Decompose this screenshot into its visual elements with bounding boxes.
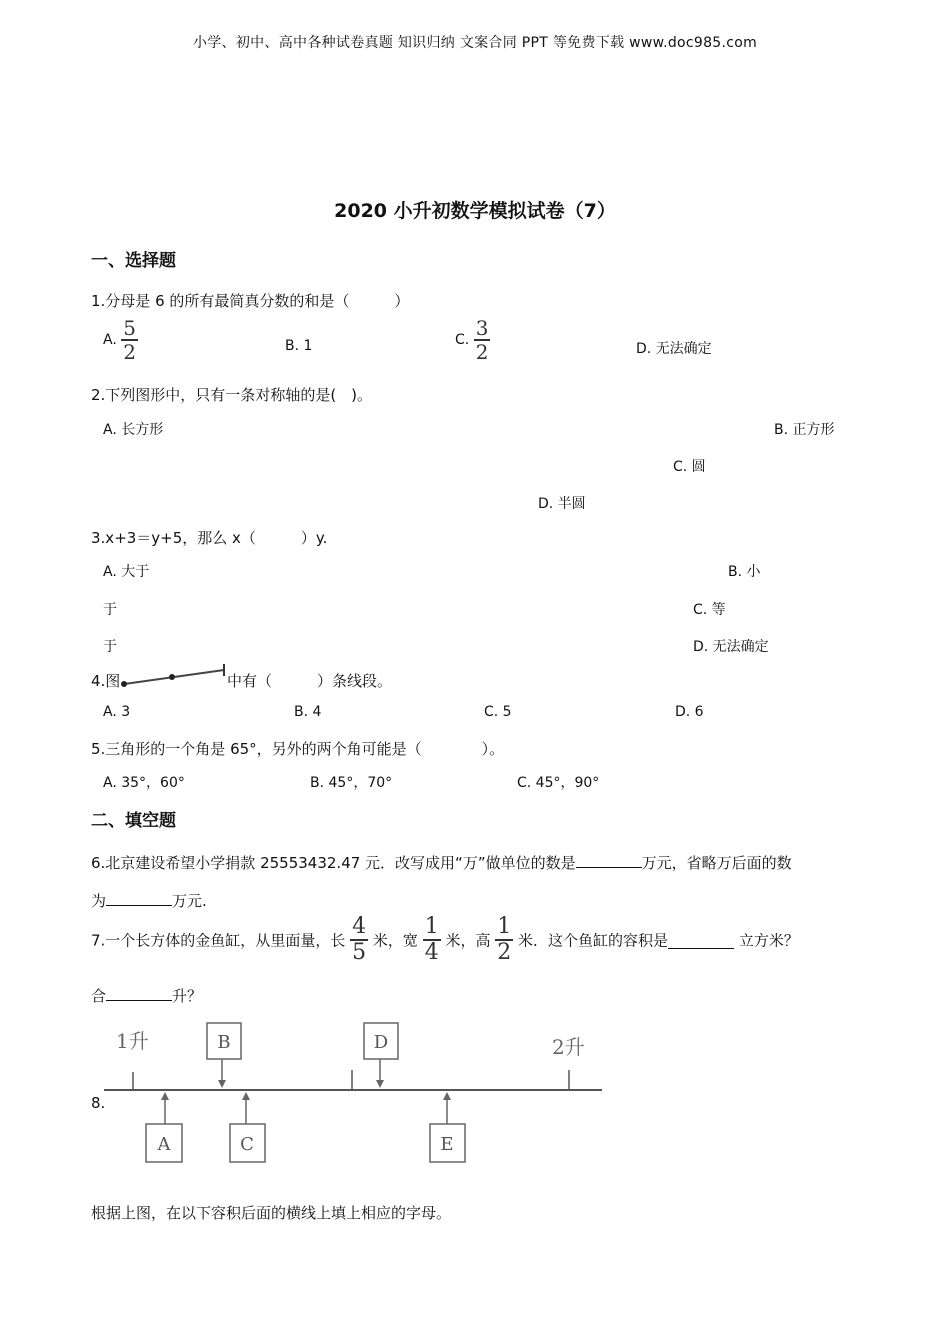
question-3-option-a: A. 大于: [103, 564, 150, 580]
question-7-text-f: 合: [91, 987, 107, 1005]
box-a-label: A: [157, 1134, 171, 1155]
question-3-text: 3.x+3＝y+5，那么 x（ ）y.: [91, 529, 328, 547]
question-7-text-d: 米．这个鱼缸的容积是: [518, 931, 669, 950]
question-7-line-1: [91, 916, 799, 964]
question-3-option-c: C. 等: [693, 602, 726, 618]
question-2-text: 2.下列图形中，只有一条对称轴的是( )。: [91, 386, 373, 404]
question-3-option-a-wrap-1: 于: [103, 602, 117, 618]
question-1-option-b: B. 1: [285, 338, 313, 354]
fraction-1-4: [423, 916, 441, 964]
question-6-text-a: 6.北京建设希望小学捐款 25553432.47 元．改写成用“万”做单位的数是: [91, 854, 576, 872]
question-7-text-c: 米，高: [445, 931, 491, 950]
question-6-line-2: [91, 889, 207, 911]
question-1-text: 1.分母是 6 的所有最简真分数的和是（ ）: [91, 292, 410, 310]
arrow-b-head: [218, 1080, 226, 1088]
fraction-5-2: [121, 318, 138, 362]
answer-blank: [668, 932, 734, 949]
question-6-text-b: 万元，省略万后面的数: [641, 854, 792, 872]
fraction-denominator: 2: [475, 340, 489, 364]
question-8-number: 8.: [91, 1094, 106, 1112]
arrow-a-head: [161, 1092, 169, 1100]
question-8-caption: 根据上图，在以下容积后面的横线上填上相应的字母。: [91, 1204, 452, 1222]
fraction-3-2: [474, 318, 491, 362]
answer-blank: [106, 889, 172, 906]
question-2-option-c: C. 圆: [673, 459, 706, 475]
question-5-option-c: C. 45°，90°: [517, 775, 600, 791]
section-heading-choice: 一、选择题: [91, 251, 176, 271]
fraction-denominator: 5: [352, 940, 367, 965]
question-1-option-c: [455, 318, 490, 362]
question-4-option-a: A. 3: [103, 704, 131, 720]
fraction-numerator: 3: [475, 316, 489, 340]
question-6-text-d: 万元.: [172, 892, 207, 910]
page-header: 小学、初中、高中各种试卷真题 知识归纳 文案合同 PPT 等免费下载 www.doc985.com: [192, 35, 758, 51]
fraction-denominator: 4: [424, 940, 439, 965]
question-7-text-e: 立方米？: [734, 931, 799, 950]
question-7-line-2: [91, 984, 202, 1006]
option-a-label: A.: [103, 332, 117, 348]
label-1-liter: 1升: [116, 1029, 149, 1053]
volume-number-line-diagram: [100, 1018, 610, 1168]
question-4-text-end: 中有（ ）条线段。: [227, 672, 393, 690]
question-1-option-a: [103, 318, 138, 362]
arrow-c-head: [242, 1092, 250, 1100]
question-7-text-a: 7.一个长方体的金鱼缸，从里面量，长: [91, 931, 346, 950]
question-4-option-c: C. 5: [484, 704, 512, 720]
question-4-option-b: B. 4: [294, 704, 322, 720]
page-title: 2020 小升初数学模拟试卷（7）: [334, 200, 616, 222]
question-5-text: 5.三角形的一个角是 65°，另外的两个角可能是（ ）。: [91, 740, 505, 758]
box-c-label: C: [240, 1134, 254, 1155]
fraction-numerator: 1: [497, 914, 512, 939]
fraction-1-2: [495, 916, 513, 964]
question-2-option-a: A. 长方形: [103, 422, 164, 438]
question-5-option-b: B. 45°，70°: [310, 775, 393, 791]
section-heading-fill: 二、填空题: [91, 811, 176, 831]
question-5-option-a: A. 35°，60°: [103, 775, 185, 791]
fraction-numerator: 4: [352, 914, 367, 939]
fraction-denominator: 2: [123, 340, 136, 364]
segment-point-left: [121, 681, 127, 687]
question-4-option-d: D. 6: [675, 704, 704, 720]
question-3-option-d: D. 无法确定: [693, 639, 769, 655]
line-segment-figure: [120, 662, 230, 690]
box-d-label: D: [373, 1032, 389, 1053]
question-7-text-b: 米，宽: [372, 931, 418, 950]
fraction-denominator: 2: [497, 940, 512, 965]
question-3-option-a-wrap-2: 于: [103, 639, 117, 655]
segment-point-middle: [169, 674, 175, 680]
answer-blank: [576, 851, 642, 868]
box-e-label: E: [440, 1134, 454, 1155]
option-c-label: C.: [455, 332, 470, 348]
question-3-option-b: B. 小: [728, 564, 761, 580]
question-7-text-g: 升？: [172, 987, 203, 1005]
question-6-text-c: 为: [91, 892, 107, 910]
question-4-text-start: 4.图: [91, 672, 121, 690]
question-2-option-b: B. 正方形: [774, 422, 835, 438]
fraction-numerator: 1: [424, 914, 439, 939]
question-6-line-1: [91, 851, 792, 873]
label-2-liter: 2升: [552, 1035, 585, 1059]
fraction-numerator: 5: [123, 316, 136, 340]
question-2-option-d: D. 半圆: [538, 496, 586, 512]
answer-blank: [106, 984, 172, 1001]
fraction-4-5: [350, 916, 368, 964]
arrow-d-head: [376, 1080, 384, 1088]
question-1-option-d: D. 无法确定: [636, 341, 712, 357]
box-b-label: B: [217, 1032, 231, 1053]
arrow-e-head: [443, 1092, 451, 1100]
